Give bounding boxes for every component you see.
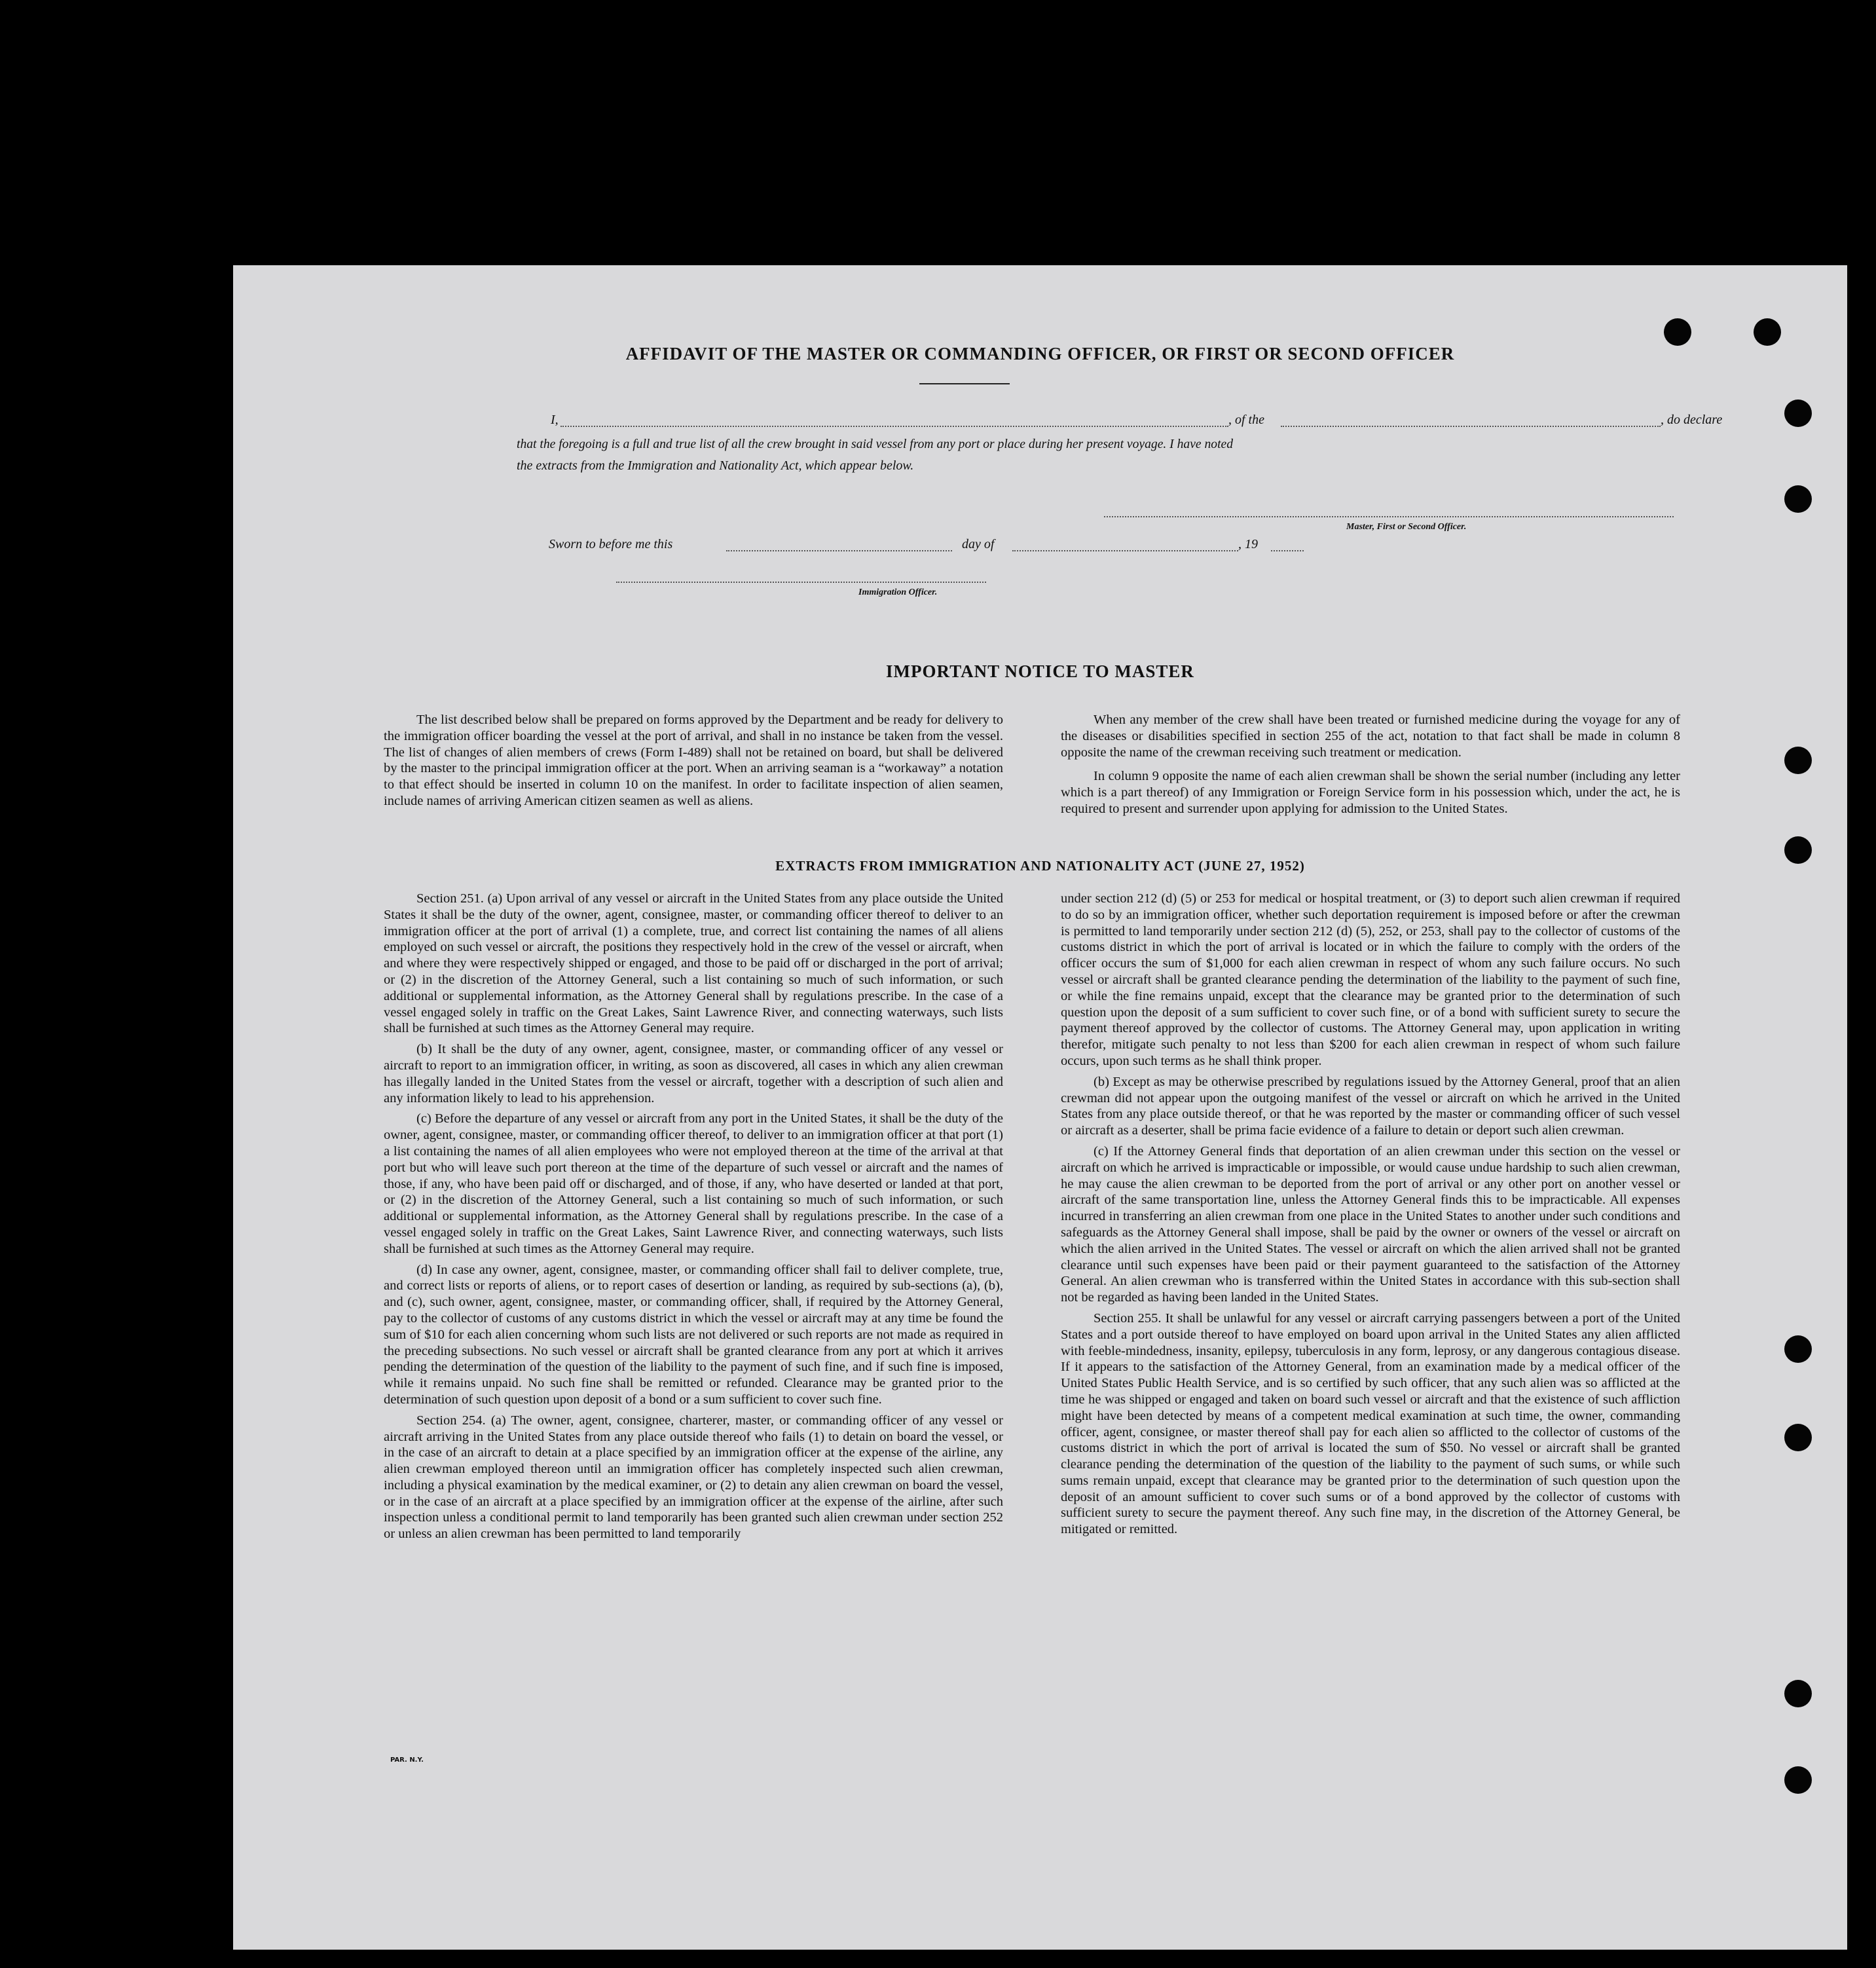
i-label: I, xyxy=(551,413,559,427)
extract-paragraph: (b) It shall be the duty of any owner, agent, consignee, master, or commanding officer of any vessel or aircraft to report to an immigration officer, in writing, as soon as discovered, all cases in which any alien crewman has illegally landed in the United States from the vessel or aircraft, together with a description of such alien and any information likely to lead to his apprehension. xyxy=(384,1042,1003,1105)
extracts-heading: EXTRACTS FROM IMMIGRATION AND NATIONALITY ACT (JUNE 27, 1952) xyxy=(775,858,1305,874)
binder-hole xyxy=(1784,485,1812,513)
sworn-year-field-line[interactable] xyxy=(1271,550,1304,551)
binder-hole xyxy=(1784,1335,1812,1363)
year-label: , 19 xyxy=(1238,537,1258,551)
sworn-day-field-line[interactable] xyxy=(726,550,952,551)
affidavit-title: AFFIDAVIT OF THE MASTER OR COMMANDING OFFICER, OR FIRST OR SECOND OFFICER xyxy=(625,344,1455,363)
binder-hole xyxy=(1784,747,1812,774)
binder-hole xyxy=(1784,399,1812,427)
extract-paragraph: Section 254. (a) The owner, agent, consignee, charterer, master, or commanding officer of any vessel or aircraft arriving in the United States from any place outside thereof who fails (1) to detain on board the vessel, or in the case of an aircraft to detain at a place specified by an immigration officer at the expense of the airline, any alien crewman employed thereon until an immigration officer has completely inspected such alien crewman, including a physical examination by the medical examiner, or (2) to detain any alien crewman on board the vessel, or in the case of an aircraft at a place specified by an immigration officer at the expense of the airline, after such inspection unless a conditional permit to land temporarily has been granted such alien crewman under section 252 or unless an alien crewman has been permitted to land temporarily xyxy=(384,1413,1003,1542)
extract-paragraph: (c) If the Attorney General finds that deportation of an alien crewman under this section on the vessel or aircraft on which he arrived is impracticable or impossible, or would cause undue hardship to such alien crewman, he may cause the alien crewman to be deported from the port of arrival or any other port on another vessel or aircraft of the same transportation line, unless the Attorney General finds this to be impracticable. All expenses incurred in transferring an alien crewman from one place in the United States to another under such conditions and safeguards as the Attorney General shall impose, shall be paid by the owner or owners of the vessel or aircraft on which the alien arrived in the United States. The vessel or aircraft on which the alien arrived shall not be granted clearance until such expenses have been paid or their payment guaranteed to the satisfaction of the Attorney General. An alien crewman who is transferred within the United States in accordance with this sub-section shall not be regarded as having been landed in the United States. xyxy=(1061,1143,1680,1305)
vessel-field-line[interactable] xyxy=(1281,426,1661,427)
affidavit-body-line-2: the extracts from the Immigration and Nationality Act, which appear below. xyxy=(517,458,914,473)
day-of-label: day of xyxy=(962,537,995,551)
affidavit-body-line-1: that the foregoing is a full and true list of all the crew brought in said vessel from any port or place during her present voyage. I have noted xyxy=(517,437,1234,451)
extract-paragraph: Section 251. (a) Upon arrival of any vessel or aircraft in the United States from any place outside the United States it shall be the duty of the owner, agent, consignee, master, or commanding officer thereof to deliver to an immigration officer at the port of arrival (1) a complete, true, and correct list containing the names of all aliens employed on such vessel or aircraft, the positions they respectively hold in the crew of the vessel or aircraft, when and where they were respectively shipped or engaged, and those to be paid off or discharged in the port of arrival; or (2) in the discretion of the Attorney General, such a list containing so much of such information, or such additional or supplemental information, as the Attorney General shall by regulations prescribe. In the case of a vessel engaged solely in traffic on the Great Lakes, Saint Lawrence River, and connecting waterways, such lists shall be furnished at such times as the Attorney General may require. xyxy=(384,891,1003,1036)
extract-paragraph: (c) Before the departure of any vessel or aircraft from any port in the United States, it shall be the duty of the owner, agent, consignee, master, or commanding officer thereof, to deliver to an immigration officer at that port (1) a list containing the names of all alien employees who were not employed thereon at the time of the arrival at that port but who will leave such port thereon at the time of the departure of such vessel or aircraft and the names of those, if any, who have been paid off or discharged, and of those, if any, who have deserted or landed at that port, or (2) in the discretion of the Attorney General, such a list containing so much of such information, or such additional or supplemental information, as the Attorney General shall by regulations prescribe. In the case of a vessel engaged solely in traffic on the Great Lakes, Saint Lawrence River, and connecting waterways, such lists shall be furnished at such times as the Attorney General may require. xyxy=(384,1111,1003,1256)
immigration-officer-label: Immigration Officer. xyxy=(858,587,938,597)
extracts-left-column xyxy=(384,891,1003,1547)
extract-paragraph: (d) In case any owner, agent, consignee, master, or commanding officer shall fail to deliver complete, true, and correct lists or reports of aliens, or to report cases of desertion or landing, as required by sub-sections (a), (b), and (c), such owner, agent, consignee, master, or commanding officer, shall, if required by the Attorney General, pay to the collector of customs of any customs district in which the vessel or aircraft may at any time be found the sum of $10 for each alien concerning whom such lists are not delivered or such reports are not made as required in the preceding subsections. No such vessel or aircraft shall be granted clearance from any port at which it arrives pending the determination of the question of the liability to the payment of such fine, and if such fine is imposed, while it remains unpaid. No such fine shall be remitted or refunded. Clearance may be granted prior to the determination of such question upon deposit of a bond or a sum sufficient to cover such fine. xyxy=(384,1262,1003,1407)
binder-hole xyxy=(1784,1766,1812,1794)
extract-paragraph: Section 255. It shall be unlawful for any vessel or aircraft carrying passengers between a port of the United States and a port outside thereof to have employed on board upon arrival in the United States any alien afflicted with feeble-mindedness, insanity, epilepsy, tuberculosis in any form, leprosy, or any dangerous contagious disease. If it appears to the satisfaction of the Attorney General, from an examination made by a medical officer of the United States Public Health Service, and is so certified by such officer, that any such alien was so afflicted at the time he was shipped or engaged and taken on board such vessel or aircraft and that the existence of such affliction might have been detected by means of a competent medical examination at such time, the owner, commanding officer, agent, consignee, or master thereof shall pay for each alien so afflicted to the collector of customs of the customs district in which the port of arrival is located the sum of $50. No vessel or aircraft shall be granted clearance pending the determination of the question of the liability to the payment of such sums, or while such sums remain unpaid, except that clearance may be granted prior to the determination of such question upon the deposit of an amount sufficient to cover such sums or of a bond approved by the collector of customs with sufficient surety to secure the payment thereof. Any such fine may, in the discretion of the Attorney General, be mitigated or remitted. xyxy=(1061,1310,1680,1537)
notice-right-paragraph-1: When any member of the crew shall have been treated or furnished medicine during the voyage for any of the diseases or disabilities specified in section 255 of the act, notation to that fact shall be made in column 8 opposite the name of the crewman receiving such treatment or medication. xyxy=(1061,713,1680,760)
document-page xyxy=(233,265,1847,1950)
binder-hole xyxy=(1784,1680,1812,1707)
immigration-officer-signature-line[interactable] xyxy=(616,582,986,583)
binder-hole xyxy=(1784,1424,1812,1451)
notice-heading: IMPORTANT NOTICE TO MASTER xyxy=(886,661,1194,681)
binder-hole xyxy=(1664,318,1691,346)
extract-paragraph: (b) Except as may be otherwise prescribed by regulations issued by the Attorney General, proof that an alien crewman did not appear upon the outgoing manifest of the vessel or aircraft on which he arrived in the United States from any place outside thereof, or that he was reported by the master or commanding officer of such vessel or aircraft as a deserter, shall be prima facie evidence of a failure to detain or deport such alien crewman. xyxy=(1061,1074,1680,1138)
title-rule xyxy=(919,383,1010,384)
master-signature-label: Master, First or Second Officer. xyxy=(1346,522,1467,532)
of-the-label: , of the xyxy=(1228,413,1264,427)
printer-mark: PAR. N.Y. xyxy=(390,1756,424,1764)
master-signature-line[interactable] xyxy=(1104,516,1674,517)
extracts-right-column xyxy=(1061,891,1680,1542)
sworn-label: Sworn to before me this xyxy=(549,537,673,551)
do-declare-label: , do declare xyxy=(1661,413,1723,427)
notice-right-column xyxy=(1061,712,1680,822)
notice-left-paragraph: The list described below shall be prepared on forms approved by the Department and be ready for delivery to the immigration officer boarding the vessel at the port of arrival, and shall in no instance be taken from the vessel. The list of changes of alien members of crews (Form I-489) shall not be retained on board, but shall be delivered by the master to the principal immigration officer at the port. When an arriving seaman is a “workaway” a notation to that effect should be inserted in column 10 on the manifest. In order to facilitate inspection of alien seamen, include names of arriving American citizen seamen as well as aliens. xyxy=(384,713,1003,808)
notice-left-column xyxy=(384,712,1003,814)
notice-right-paragraph-2: In column 9 opposite the name of each alien crewman shall be shown the serial number (including any letter which is a part thereof) of any Immigration or Foreign Service form in his possession which, under the act, he is required to present and surrender upon applying for admission to the United States. xyxy=(1061,769,1680,816)
binder-hole xyxy=(1754,318,1781,346)
sworn-month-field-line[interactable] xyxy=(1012,550,1238,551)
extract-paragraph: under section 212 (d) (5) or 253 for medical or hospital treatment, or (3) to deport such alien crewman if required to do so by an immigration officer, whether such deportation requirement is imposed before or after the crewman is permitted to land temporarily under section 212 (d) (5), 252, or 253, shall pay to the collector of customs of the customs district in which the port of arrival is located or in which the failure to comply with the orders of the officer occurs the sum of $1,000 for each alien crewman in respect of whom any such failure occurs. No such vessel or aircraft shall be granted clearance pending the determination of the liability to the payment of such fine, or while the fine remains unpaid, except that the clearance may be granted prior to the determination of such question upon the deposit of a sum sufficient to cover such fine, or of a bond with sufficient surety to secure the payment thereof approved by the collector of customs. The Attorney General may, upon application in writing therefor, mitigate such penalty to not less than $200 for each alien crewman in respect of whom such failure occurs, upon such terms as he shall think proper. xyxy=(1061,891,1680,1068)
name-field-line[interactable] xyxy=(561,426,1228,427)
